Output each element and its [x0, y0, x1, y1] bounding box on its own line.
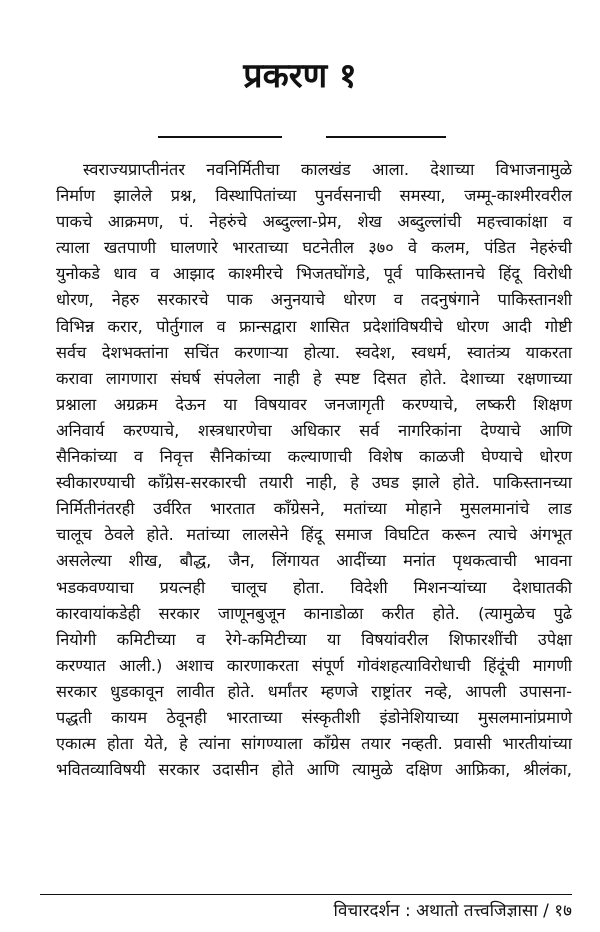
text-line: सरकार धुडकावून लावीत होते. धर्मांतर म्हणजे राष्ट्रांतर नव्हे, आपली उपासना-: [56, 681, 572, 701]
text-line: निर्माण झालेले प्रश्न, विस्थापितांच्या पुनर्वसनाची समस्या, जम्मू-काश्मीरवरील: [56, 186, 572, 206]
text-line: असलेल्या शीख, बौद्ध, जैन, लिंगायत आदींच्या मनांत पृथकत्वाची भावना: [56, 551, 572, 571]
text-line: कारवायांकडेही सरकार जाणूनबुजून कानाडोळा करीत होते. (त्यामुळेच पुढे: [56, 603, 572, 623]
text-line: भडकवण्याचा प्रयत्नही चालूच होता. विदेशी मिशनऱ्यांच्या देशघातकी: [56, 577, 572, 597]
chapter-title: प्रकरण १: [243, 56, 357, 96]
text-line: युनोकडे धाव व आझाद काश्मीरचे भिजतघोंगडे, पूर्व पाकिस्तानचे हिंदू विरोधी: [56, 264, 572, 284]
text-line: प्रश्नाला अग्रक्रम देऊन या विषयावर जनजागृती करण्याचे, लष्करी शिक्षण: [56, 394, 572, 414]
text-line: निर्मितीनंतरही उर्वरित भारतात कॉंग्रेसने, मतांच्या मोहाने मुसलमानांचे लाड: [56, 499, 572, 519]
text-line: स्वराज्यप्राप्तीनंतर नवनिर्मितीचा कालखंड आला. देशाच्या विभाजनामुळे: [83, 160, 572, 179]
text-line: पाकचे आक्रमण, पं. नेहरुंचे अब्दुल्ला-प्रेम, शेख अब्दुल्लांची महत्त्वाकांक्षा व: [56, 212, 572, 232]
text-line: करण्यात आली.) अशाच कारणाकरता संपूर्ण गोवंशहत्याविरोधाची हिंदूंची मागणी: [56, 655, 572, 675]
text-line: विभिन्न करार, पोर्तुगाल व फ्रान्सद्वारा शासित प्रदेशांविषयीचे धोरण आदी गोष्टी: [56, 316, 572, 336]
title-divider-left: [158, 136, 282, 138]
text-line: त्याला खतपाणी घालणारे भारताच्या घटनेतील ३७० वे कलम, पंडित नेहरुंची: [56, 238, 572, 258]
text-line: सैनिकांच्या व निवृत्त सैनिकांच्या कल्याणाची विशेष काळजी घेण्याचे धोरण: [56, 447, 572, 467]
text-line: भवितव्याविषयी सरकार उदासीन होते आणि त्यामुळे दक्षिण आफ्रिका, श्रीलंका,: [56, 760, 572, 780]
body-paragraph: [56, 157, 572, 783]
text-line: धोरण, नेहरु सरकारचे पाक अनुनयाचे धोरण व तदनुषंगाने पाकिस्तानशी: [56, 290, 572, 310]
text-line: करावा लागणारा संघर्ष संपलेला नाही हे स्पष्ट दिसत होते. देशाच्या रक्षणाच्या: [56, 368, 572, 388]
title-divider-right: [326, 136, 446, 138]
running-footer: विचारदर्शन : अथातो तत्त्वजिज्ञासा / १७: [333, 901, 572, 921]
text-line: पद्धती कायम ठेवूनही भारताच्या संस्कृतीशी इंडोनेशियाच्या मुसलमानांप्रमाणे: [56, 707, 572, 727]
text-line: सर्वच देशभक्तांना सचिंत करणाऱ्या होत्या. स्वदेश, स्वधर्म, स्वातंत्र्य याकरता: [56, 342, 572, 362]
text-line: चालूच ठेवले होते. मतांच्या लालसेने हिंदू समाज विघटित करून त्याचे अंगभूत: [56, 525, 572, 545]
text-line: अनिवार्य करण्याचे, शस्त्रधारणेचा अधिकार सर्व नागरिकांना देण्याचे आणि: [56, 420, 572, 440]
text-line: एकात्म होता येते, हे त्यांना सांगण्याला कॉंग्रेस तयार नव्हती. प्रवासी भारतीयांच्या: [56, 734, 572, 754]
text-line: स्वीकारण्याची कॉंग्रेस-सरकारची तयारी नाही, हे उघड झाले होते. पाकिस्तानच्या: [56, 473, 572, 493]
footer-divider: [40, 894, 572, 895]
text-line: नियोगी कमिटीच्या व रेगे-कमिटीच्या या विषयांवरील शिफारशींची उपेक्षा: [56, 629, 572, 649]
